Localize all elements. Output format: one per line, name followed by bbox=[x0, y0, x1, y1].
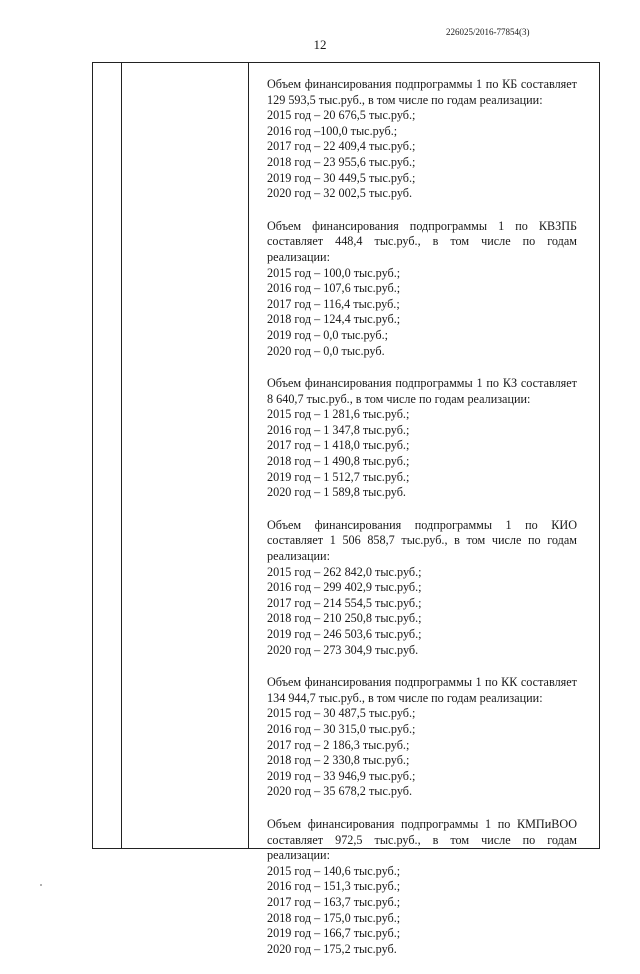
year-line: 2019 год – 30 449,5 тыс.руб.; bbox=[267, 170, 416, 185]
year-line: 2017 год – 22 409,4 тыс.руб.; bbox=[267, 139, 416, 154]
year-line: 2018 год – 2 330,8 тыс.руб.; bbox=[267, 753, 410, 768]
year-line: 2017 год – 214 554,5 тыс.руб.; bbox=[267, 595, 422, 610]
funding-intro: Объем финансирования подпрограммы 1 по КЗ составляет 8 640,7 тыс.руб., в том числе по годам реализации: bbox=[267, 376, 577, 406]
year-line: 2020 год – 175,2 тыс.руб. bbox=[267, 941, 397, 956]
column-divider-2 bbox=[248, 63, 249, 848]
funding-intro: Объем финансирования подпрограммы 1 по КБ составляет 129 593,5 тыс.руб., в том числе по годам реализации: bbox=[267, 77, 577, 107]
funding-block-kio bbox=[267, 518, 577, 658]
page-number: 12 bbox=[313, 37, 327, 52]
year-line: 2016 год – 151,3 тыс.руб.; bbox=[267, 879, 401, 894]
year-line: 2017 год – 163,7 тыс.руб.; bbox=[267, 894, 401, 909]
year-line: 2017 год – 2 186,3 тыс.руб.; bbox=[267, 737, 410, 752]
funding-block-kk bbox=[267, 675, 577, 800]
funding-intro: Объем финансирования подпрограммы 1 по КИО составляет 1 506 858,7 тыс.руб., в том числе по годам реализации: bbox=[267, 517, 577, 564]
funding-block-kmpivoo bbox=[267, 817, 577, 957]
year-line: 2018 год – 175,0 тыс.руб.; bbox=[267, 910, 401, 925]
funding-intro: Объем финансирования подпрограммы 1 по КМПиВОО составляет 972,5 тыс.руб., в том числе по годам реализации: bbox=[267, 816, 577, 863]
column-divider-1 bbox=[121, 63, 122, 848]
year-line: 2016 год –100,0 тыс.руб.; bbox=[267, 123, 398, 138]
funding-content bbox=[267, 77, 577, 974]
year-line: 2015 год – 30 487,5 тыс.руб.; bbox=[267, 706, 416, 721]
year-line: 2015 год – 100,0 тыс.руб.; bbox=[267, 265, 401, 280]
funding-intro: Объем финансирования подпрограммы 1 по КВЗПБ составляет 448,4 тыс.руб., в том числе по годам реализации: bbox=[267, 218, 577, 264]
year-line: 2020 год – 0,0 тыс.руб. bbox=[267, 343, 385, 358]
year-line: 2019 год – 33 946,9 тыс.руб.; bbox=[267, 768, 416, 783]
funding-block-kb bbox=[267, 77, 577, 202]
year-line: 2015 год – 140,6 тыс.руб.; bbox=[267, 863, 401, 878]
year-line: 2019 год – 166,7 тыс.руб.; bbox=[267, 926, 401, 941]
scan-speck bbox=[40, 884, 42, 886]
year-line: 2018 год – 1 490,8 тыс.руб.; bbox=[267, 454, 410, 469]
funding-intro: Объем финансирования подпрограммы 1 по КК составляет 134 944,7 тыс.руб., в том числе по годам реализации: bbox=[267, 675, 577, 705]
document-id: 226025/2016-77854(3) bbox=[446, 27, 530, 37]
funding-block-kvzpb bbox=[267, 219, 577, 359]
year-line: 2020 год – 32 002,5 тыс.руб. bbox=[267, 186, 413, 201]
year-line: 2016 год – 299 402,9 тыс.руб.; bbox=[267, 580, 422, 595]
year-line: 2015 год – 262 842,0 тыс.руб.; bbox=[267, 564, 422, 579]
year-line: 2018 год – 23 955,6 тыс.руб.; bbox=[267, 154, 416, 169]
year-line: 2020 год – 273 304,9 тыс.руб. bbox=[267, 642, 419, 657]
funding-block-kz bbox=[267, 376, 577, 501]
year-line: 2020 год – 35 678,2 тыс.руб. bbox=[267, 784, 413, 799]
year-line: 2019 год – 0,0 тыс.руб.; bbox=[267, 327, 388, 342]
year-line: 2016 год – 30 315,0 тыс.руб.; bbox=[267, 721, 416, 736]
year-line: 2019 год – 246 503,6 тыс.руб.; bbox=[267, 627, 422, 641]
year-line: 2017 год – 1 418,0 тыс.руб.; bbox=[267, 438, 410, 453]
year-line: 2020 год – 1 589,8 тыс.руб. bbox=[267, 485, 406, 500]
year-line: 2019 год – 1 512,7 тыс.руб.; bbox=[267, 469, 410, 484]
year-line: 2016 год – 1 347,8 тыс.руб.; bbox=[267, 422, 410, 437]
year-line: 2015 год – 1 281,6 тыс.руб.; bbox=[267, 407, 410, 422]
table-frame bbox=[92, 62, 600, 956]
year-line: 2015 год – 20 676,5 тыс.руб.; bbox=[267, 108, 416, 123]
year-line: 2018 год – 210 250,8 тыс.руб.; bbox=[267, 611, 422, 626]
year-line: 2016 год – 107,6 тыс.руб.; bbox=[267, 281, 401, 296]
year-line: 2017 год – 116,4 тыс.руб.; bbox=[267, 296, 400, 311]
year-line: 2018 год – 124,4 тыс.руб.; bbox=[267, 312, 401, 327]
